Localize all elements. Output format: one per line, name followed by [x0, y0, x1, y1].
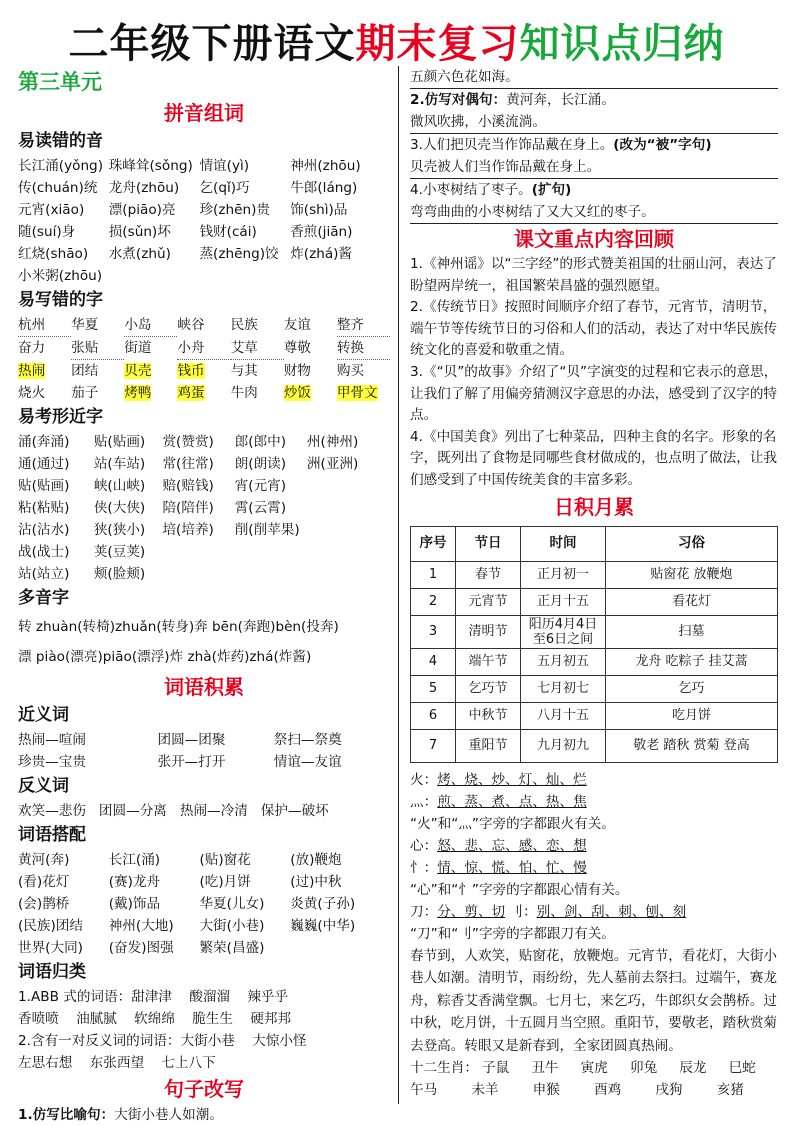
table-cell: 七月初七: [521, 675, 606, 702]
sentence-3-answer: 贝壳被人们当作饰品戴在身上。: [410, 156, 778, 179]
word: 炸(zhá)酱: [290, 246, 353, 262]
easy-write-heading: 易写错的字: [18, 290, 103, 310]
word: 奋力: [18, 340, 46, 356]
word: (赛)龙舟: [108, 874, 161, 890]
col-header: 序号: [411, 526, 456, 561]
word: 龙舟(zhōu): [108, 180, 180, 196]
radical-chars: 情、惊、慌、怕、忙、慢: [437, 859, 587, 876]
table-cell: 龙舟 吃粽子 挂艾蒿: [606, 648, 778, 675]
word: 赏(赞赏): [162, 434, 214, 450]
review-4: 4.《中国美食》列出了七种菜品，四种主食的名字。形象的名字，既列出了食物是同哪些食材做成的，也点明了做法，让我们感受到了中国传统美食的丰富多彩。: [410, 428, 778, 488]
collocation-row: [18, 871, 390, 893]
table-cell: 2: [411, 588, 456, 615]
word: 牛郎(láng): [290, 180, 358, 196]
word: (过)中秋: [290, 874, 342, 890]
easy-read-row: [18, 199, 390, 221]
word: (放)鞭炮: [290, 852, 342, 868]
word: 长江(涌): [108, 852, 161, 868]
word: 常(往常): [162, 456, 214, 472]
title-part-2: 期末复习: [355, 21, 520, 67]
title-part-1: 二年级下册语文: [68, 21, 356, 67]
easy-read-row: [18, 243, 390, 265]
word: 华夏: [71, 317, 99, 333]
word: 元宵(xiāo): [18, 202, 85, 218]
word: 香煎(jiān): [290, 224, 353, 240]
similar-row: [18, 453, 390, 475]
radical-fire-note: “火”和“灬”字旁的字都跟火有关。: [410, 815, 615, 832]
radical-chars: 分、剪、切: [437, 903, 506, 920]
word: 朗(朗读): [234, 456, 287, 472]
zodiac-item: 亥猪: [716, 1082, 744, 1099]
word: 霄(云霄): [234, 500, 287, 516]
radical-label: 忄：: [410, 859, 438, 876]
sentence-1-label: 1.仿写比喻句：: [18, 1107, 115, 1123]
word: 沾(沾水): [18, 522, 70, 538]
word: 荚(豆荚): [93, 544, 146, 560]
word: 神州(大地): [108, 918, 174, 934]
word: 热闹—喧闹: [18, 732, 86, 748]
zodiac-row: [410, 1057, 778, 1079]
sentence-4: [410, 179, 778, 201]
collocation-row: [18, 849, 390, 871]
radical-label: 刀：: [410, 903, 438, 920]
word: 团结: [71, 363, 99, 379]
table-cell: 3: [411, 615, 456, 648]
easy-read-list: [18, 155, 390, 287]
word: (吃)月饼: [199, 874, 251, 890]
word: [290, 937, 390, 959]
sentence-2-label: 2.仿写对偶句：: [410, 92, 507, 108]
radical-chars: 煎、蒸、煮、点、热、焦: [437, 793, 587, 810]
review-3: 3.《“贝”的故事》介绍了“贝”字演变的过程和它表示的意思，让我们了解了用偏旁猜测汉字意思的办法，感受到了汉字的特点。: [410, 363, 778, 424]
zodiac-item: 辰龙: [679, 1060, 707, 1077]
word: 小舟: [177, 337, 230, 360]
word: 转换: [337, 337, 390, 360]
word: 通(通过): [18, 456, 70, 472]
zodiac-item: 丑牛: [531, 1060, 559, 1077]
festival-poem: 春节到，人欢笑，贴窗花，放鞭炮。元宵节，看花灯，大街小巷人如潮。清明节，雨纷纷，先人墓前去祭扫。过端午，赛龙舟，粽香艾香满堂飘。七月七，来乞巧，牛郎织女会鹊桥。过中秋，吃月饼，十五圆月当空照。重阳节，要敬老，踏秋赏菊去登高。转眼又是新春到，全家团圆真热闹。: [410, 947, 778, 1054]
sentence-1-answer: 五颜六色花如海。: [410, 66, 778, 89]
col-header: 时间: [521, 526, 606, 561]
word: 宵(元宵): [234, 478, 287, 494]
easy-read-heading: 易读错的音: [18, 131, 103, 151]
radical-label: 灬：: [410, 793, 438, 810]
word: 饰(shì)品: [290, 202, 348, 218]
word: 购买: [336, 363, 365, 379]
left-column: [18, 66, 390, 1126]
word: 贴(贴画): [93, 434, 146, 450]
festival-table: [410, 526, 778, 763]
similar-row: [18, 475, 390, 497]
word: 大街(小巷): [199, 918, 265, 934]
table-row: [411, 588, 778, 615]
word: 华夏(儿女): [199, 896, 265, 912]
sentence-3-tag: (改为“被”字句): [613, 137, 712, 153]
sentence-1: [18, 1104, 390, 1126]
similar-row: [18, 497, 390, 519]
word: 神州(zhōu): [290, 158, 361, 174]
sentence-2-answer: 微风吹拂，小溪流淌。: [410, 111, 778, 134]
word: 站(车站): [93, 456, 146, 472]
easy-read-row: [18, 177, 390, 199]
table-cell: 中秋节: [456, 702, 521, 729]
classify-line: 左思右想 东张西望 七上八下: [18, 1055, 216, 1071]
synonym-heading: 近义词: [18, 705, 69, 725]
easy-read-last: 小米粥(zhōu): [18, 268, 103, 284]
table-cell: 正月十五: [521, 588, 606, 615]
sentence-1-text: 大街小巷人如潮。: [114, 1107, 223, 1123]
radical-fire: [410, 769, 778, 791]
page-title: [0, 18, 793, 70]
word: 民族: [230, 317, 258, 333]
word: 炎黄(子孙): [290, 896, 356, 912]
word: 牛肉: [230, 385, 258, 401]
word: 涌(奔涌): [18, 434, 70, 450]
collocation-row: [18, 893, 390, 915]
table-row: [411, 648, 778, 675]
similar-row: [18, 431, 390, 453]
word-highlight: 贝壳: [124, 363, 152, 379]
table-cell: 五月初五: [521, 648, 606, 675]
zodiac-item: 申猴: [532, 1082, 560, 1099]
table-cell: 1: [411, 561, 456, 588]
word: 狭(狭小): [93, 522, 146, 538]
easy-read-row: [18, 221, 390, 243]
word: (民族)团结: [18, 918, 83, 934]
word: 贴(贴画): [18, 478, 70, 494]
word: 漂(piāo)亮: [108, 202, 176, 218]
easy-write-row: [18, 382, 390, 404]
easy-write-row: [18, 314, 390, 337]
word: 艾草: [231, 337, 284, 360]
word: 红烧(shāo): [18, 246, 89, 262]
word: 张开—打开: [157, 754, 226, 770]
zodiac-item: 酉鸡: [593, 1082, 622, 1099]
zodiac-item: 戌狗: [655, 1082, 683, 1099]
sentence-4-text: 4.小枣树结了枣子。: [410, 182, 532, 198]
zodiac-item: 寅虎: [580, 1060, 608, 1077]
festival-table-header: [411, 526, 778, 561]
similar-row: [18, 541, 390, 563]
radical-knife: [410, 901, 778, 923]
antonym-heading: 反义词: [18, 776, 69, 796]
word: 团圆—团聚: [157, 732, 226, 748]
collocation-list: [18, 849, 390, 959]
zodiac-label: 十二生肖：: [410, 1060, 478, 1077]
synonym-row: [18, 751, 390, 773]
radical-heart: [410, 835, 778, 857]
word: 赔(赔钱): [162, 478, 214, 494]
table-row: [411, 675, 778, 702]
word: 财物: [283, 363, 311, 379]
classify-line: 2.含有一对反义词的词语：大街小巷 大惊小怪: [18, 1033, 307, 1049]
table-cell: 清明节: [456, 615, 521, 648]
table-cell: 端午节: [456, 648, 521, 675]
column-divider: [398, 66, 399, 1104]
table-cell: 吃月饼: [606, 702, 778, 729]
word: (贴)窗花: [199, 852, 251, 868]
word-highlight: 钱币: [177, 363, 205, 379]
easy-write-row: [18, 360, 390, 382]
word: 乞(qǐ)巧: [199, 180, 250, 196]
collocation-row: [18, 937, 390, 959]
word: 蒸(zhēng)饺: [199, 246, 279, 262]
word: 粘(粘贴): [18, 500, 70, 516]
word: (奋发)图强: [108, 940, 174, 956]
word: 珠峰耸(sǒng): [108, 158, 193, 174]
zodiac-item: 未羊: [471, 1082, 499, 1099]
word: 黄河(奔): [18, 852, 70, 868]
word: 珍(zhēn)贵: [199, 202, 270, 218]
table-cell: 6: [411, 702, 456, 729]
radical-dots: [410, 791, 778, 813]
right-column: [410, 66, 778, 1101]
col-header: 习俗: [606, 526, 778, 561]
table-cell: 看花灯: [606, 588, 778, 615]
word: 繁荣(昌盛): [199, 940, 265, 956]
radical-heart-note: “心”和“忄”字旁的字都跟心情有关。: [410, 881, 629, 898]
table-cell: 4: [411, 648, 456, 675]
sentence-3: [410, 134, 778, 156]
table-cell: 乞巧: [606, 675, 778, 702]
review-1: 1.《神州谣》以“三字经”的形式赞美祖国的壮丽山河，表达了盼望两岸统一，祖国繁荣昌盛的强烈愿望。: [410, 256, 777, 294]
review-2: 2.《传统节日》按照时间顺序介绍了春节，元宵节，清明节，端午节等传统节日的习俗和人们的活动，表达了对中华民族传统文化的喜爱和敬重之情。: [410, 299, 778, 359]
classify-line: 1.ABB 式的词语：甜津津 酸溜溜 辣乎乎: [18, 989, 289, 1005]
similar-heading: 易考形近字: [18, 407, 103, 427]
word: 街道: [124, 340, 152, 356]
word: 珍贵—宝贵: [18, 754, 86, 770]
table-row: [411, 729, 778, 762]
word: 侠(大侠): [93, 500, 146, 516]
word: 郎(郎中): [234, 434, 287, 450]
word: 陪(陪伴): [162, 500, 214, 516]
word: 传(chuán)统: [18, 180, 98, 196]
zodiac-row: [410, 1079, 778, 1101]
word: 小岛: [124, 314, 177, 337]
word: 情谊(yì): [199, 158, 250, 174]
section-review-heading: 课文重点内容回顾: [514, 227, 674, 251]
table-cell: 7: [411, 729, 456, 762]
radical-knife-note: “刀”和“刂”字旁的字都跟刀有关。: [410, 925, 615, 942]
poly-line: 转 zhuàn(转椅)zhuǎn(转身)奔 bēn(奔跑)bèn(投奔): [18, 619, 339, 635]
table-cell: 元宵节: [456, 588, 521, 615]
unit-heading: 第三单元: [18, 70, 102, 94]
word: (会)鹊桥: [18, 896, 70, 912]
word: 州(神州): [306, 434, 359, 450]
poly-line: 漂 piào(漂亮)piāo(漂浮)炸 zhà(炸药)zhá(炸酱): [18, 649, 312, 665]
zodiac-item: 卯兔: [629, 1060, 658, 1077]
word: 战(战士): [18, 544, 70, 560]
zodiac-item: 子鼠: [482, 1060, 510, 1077]
easy-write-list: [18, 314, 390, 404]
sentence-3-text: 3.人们把贝壳当作饰品戴在身上。: [410, 137, 614, 153]
word: 峡(山峡): [93, 478, 146, 494]
word: 颊(脸颊): [93, 566, 146, 582]
similar-list: [18, 431, 390, 585]
word: 世界(大同): [18, 940, 83, 956]
word: 峡谷: [177, 317, 205, 333]
word: 整齐: [337, 314, 390, 337]
table-cell: 春节: [456, 561, 521, 588]
sentence-2: [410, 89, 778, 111]
radical-xin: [410, 857, 778, 879]
table-cell: 九月初九: [521, 729, 606, 762]
classify-line: 香喷喷 油腻腻 软绵绵 脆生生 硬邦邦: [18, 1011, 292, 1027]
table-cell: 重阳节: [456, 729, 521, 762]
word: 与其: [230, 363, 258, 379]
word: (戴)饰品: [108, 896, 161, 912]
word-highlight: 鸡蛋: [177, 385, 205, 401]
word: 随(suí)身: [18, 224, 76, 240]
easy-write-row: [18, 337, 390, 360]
table-cell: 扫墓: [606, 615, 778, 648]
classify-heading: 词语归类: [18, 962, 86, 982]
radical-label: 心：: [410, 837, 438, 854]
synonym-row: [18, 729, 390, 751]
zodiac-item: 午马: [410, 1082, 438, 1099]
table-row: [411, 561, 778, 588]
collocation-row: [18, 915, 390, 937]
word-highlight: 甲骨文: [336, 385, 378, 401]
word: 培(培养): [162, 522, 214, 538]
section-words-heading: 词语积累: [164, 675, 244, 699]
section-pinyin-heading: 拼音组词: [164, 101, 244, 125]
sentence-2-text: 黄河奔，长江涌。: [506, 92, 615, 108]
table-cell: 贴窗花 放鞭炮: [606, 561, 778, 588]
table-cell: 5: [411, 675, 456, 702]
word-highlight: 热闹: [18, 363, 46, 379]
sentence-4-tag: (扩句): [531, 182, 572, 198]
section-daily-heading: 日积月累: [554, 494, 634, 519]
col-header: 节日: [456, 526, 521, 561]
radical-chars: 别、剑、刮、刺、刨、刻: [536, 903, 687, 920]
word: 长江涌(yǒng): [18, 158, 103, 174]
word-highlight: 烤鸭: [124, 385, 152, 401]
antonym-line: 欢笑—悲伤 团圆—分离 热闹—冷清 保护—破坏: [18, 803, 329, 819]
poly-heading: 多音字: [18, 588, 69, 608]
word: 削(削苹果): [234, 522, 300, 538]
table-cell: 敬老 踏秋 赏菊 登高: [606, 729, 778, 762]
radical-label: 刂：: [509, 903, 537, 920]
word: 茄子: [71, 385, 99, 401]
sentence-4-answer: 弯弯曲曲的小枣树结了又大又红的枣子。: [410, 201, 778, 224]
table-cell: 乞巧节: [456, 675, 521, 702]
word: 损(sǔn)坏: [108, 224, 171, 240]
word-highlight: 炒饭: [283, 385, 311, 401]
table-cell: 正月初一: [521, 561, 606, 588]
word: 巍巍(中华): [290, 918, 356, 934]
word: 杭州: [18, 314, 71, 337]
table-row: [411, 615, 778, 648]
section-sentence-heading: 句子改写: [164, 1077, 244, 1101]
word: 友谊: [283, 317, 311, 333]
title-part-3: 知识点归纳: [519, 21, 725, 67]
table-row: [411, 702, 778, 729]
zodiac-item: 巳蛇: [728, 1060, 756, 1077]
word: 钱财(cái): [199, 224, 257, 240]
table-cell: 阳历4月4日至6日之间: [521, 615, 606, 648]
radical-chars: 怒、悲、忘、感、恋、想: [437, 837, 587, 854]
easy-read-row: [18, 155, 390, 177]
word: 洲(亚洲): [306, 456, 359, 472]
word: 站(站立): [18, 566, 70, 582]
word: 水煮(zhǔ): [108, 246, 171, 262]
collocation-heading: 词语搭配: [18, 825, 86, 845]
word: 情谊—友谊: [273, 754, 342, 770]
word: 祭扫—祭奠: [273, 732, 342, 748]
similar-row: [18, 519, 390, 541]
word: 张贴: [71, 337, 124, 360]
similar-row: [18, 563, 390, 585]
radical-label: 火：: [410, 771, 438, 788]
word: 尊敬: [283, 340, 311, 356]
word: 烧火: [18, 385, 46, 401]
word: (看)花灯: [18, 874, 70, 890]
table-cell: 八月十五: [521, 702, 606, 729]
radical-chars: 烤、烧、炒、灯、灿、烂: [437, 771, 587, 788]
